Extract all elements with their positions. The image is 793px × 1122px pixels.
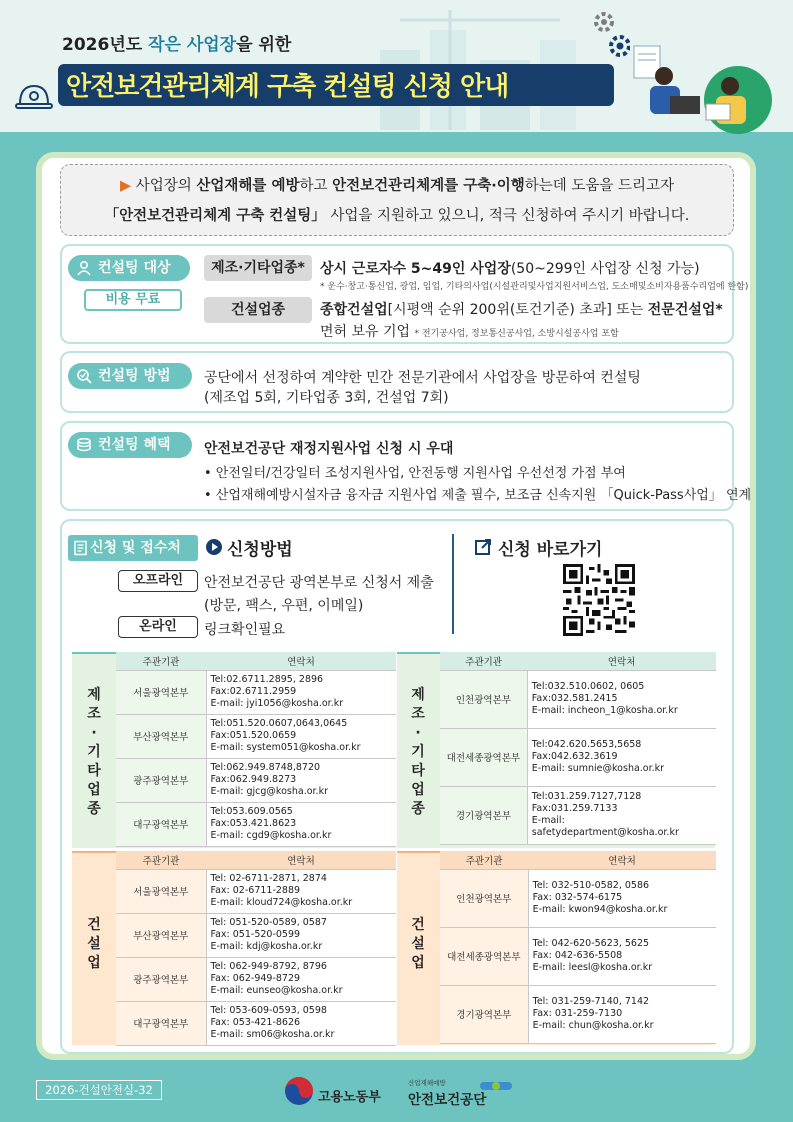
org-cell: 서울광역본부 — [116, 869, 206, 913]
table-row — [116, 714, 396, 758]
email-link[interactable]: E-mail: incheon_1@kosha.or.kr — [531, 705, 678, 716]
org-cell: 대전세종광역본부 — [440, 728, 527, 786]
email-link[interactable]: E-mail: system051@kosha.or.kr — [210, 742, 361, 753]
document-code: 2026-건설안전실-32 — [36, 1080, 162, 1100]
benefit-line-1: 안전보건공단 재정지원사업 신청 시 우대 — [204, 441, 454, 457]
email-link[interactable]: E-mail: safetydepartment@kosha.or.kr — [531, 815, 679, 838]
tel-text: Tel:031.259.7127,7128 — [531, 791, 642, 802]
subtitle-highlight: 작은 사업장 — [148, 35, 237, 55]
method-line-2: (제조업 5회, 기타업종 3회, 건설업 7회) — [204, 390, 449, 406]
mfg-target-note: * 운수·창고·통신업, 광업, 임업, 기타의사업(시설관리및사업지원서비스업, 도소매및소비자용품수리업에 한함) — [320, 282, 749, 292]
column-header: 주관기관 — [116, 652, 206, 670]
fax-text: Fax:053.421.8623 — [210, 818, 297, 829]
org-cell: 광주광역본부 — [116, 758, 206, 802]
side-label-char: · — [415, 725, 421, 741]
tel-text: Tel:051.520.0607,0643,0645 — [210, 718, 348, 729]
table-row — [440, 869, 716, 927]
side-label-char: 업 — [87, 782, 101, 798]
moel-emblem-icon — [284, 1076, 314, 1106]
intro-line-2 — [61, 201, 733, 231]
mfg-target-range: (50~299인 사업장 신청 가능) — [510, 261, 700, 277]
contact-cell — [206, 869, 396, 913]
subtitle-suffix: 을 위한 — [236, 35, 292, 55]
main-title-end: 신청 안내 — [403, 72, 509, 102]
qr-code[interactable] — [563, 564, 635, 636]
email-link[interactable]: E-mail: chun@kosha.or.kr — [532, 1020, 654, 1031]
kosha-cross-logo-icon — [478, 1068, 514, 1104]
org-cell: 서울광역본부 — [116, 670, 206, 714]
person-icon — [76, 260, 92, 276]
kosha-logo-subtext: 산업재해예방 — [408, 1079, 446, 1087]
tel-text: Tel:053.609.0565 — [210, 806, 293, 817]
column-header: 주관기관 — [116, 851, 206, 869]
tel-text: Tel: 042-620-5623, 5625 — [532, 938, 650, 949]
con-target-bold: 전문건설업* — [647, 302, 723, 318]
method-line-1: 공단에서 선정하여 계약한 민간 전문기관에서 사업장을 방문하여 컨설팅 — [204, 370, 641, 386]
table-row — [116, 758, 396, 802]
apply-label-text: 신청 및 접수처 — [90, 540, 181, 556]
con-tag: 건설업종 — [204, 297, 312, 323]
table-row — [440, 985, 716, 1043]
table-header-row — [116, 851, 396, 869]
mfg-tag: 제조·기타업종* — [204, 255, 312, 281]
benefit-bullet-2: • 산업재해예방시설자금 융자금 지원사업 제출 필수, 보조금 신속지원 「Quick-Pass사업」 연계 — [204, 488, 752, 503]
fax-text: Fax: 051-520-0599 — [210, 929, 301, 940]
mfg-side-label-left — [73, 686, 115, 819]
tel-text: Tel: 032-510-0582, 0586 — [532, 880, 650, 891]
intro-text: 하고 — [299, 178, 333, 194]
side-label-char: 종 — [411, 801, 425, 817]
contact-cell — [206, 1001, 396, 1045]
table-header-row — [440, 652, 716, 670]
contact-cell — [528, 927, 716, 985]
fax-text: Fax: 031-259-7130 — [532, 1008, 623, 1019]
gear-icon — [590, 10, 630, 60]
con-target-note: * 전기공사업, 정보통신공사업, 소방시설공사업 포함 — [414, 329, 619, 339]
contact-cell — [527, 728, 716, 786]
email-link[interactable]: E-mail: kwon94@kosha.or.kr — [532, 904, 668, 915]
side-label-char: 설 — [411, 936, 425, 952]
main-title-text: 안전보건관리체계 구축 컨설팅 — [66, 72, 404, 102]
fax-text: Fax:02.6711.2959 — [210, 686, 297, 697]
side-label-char: 건 — [87, 917, 101, 933]
email-link[interactable]: E-mail: sumnie@kosha.or.kr — [531, 763, 665, 774]
fax-text: Fax:042.632.3619 — [531, 751, 618, 762]
tel-text: Tel:042.620.5653,5658 — [531, 739, 642, 750]
divider-line — [452, 534, 454, 634]
fax-text: Fax: 02-6711-2889 — [210, 885, 301, 896]
table-row — [116, 869, 396, 913]
table-header-row — [116, 652, 396, 670]
contact-cell — [206, 802, 396, 846]
email-link[interactable]: E-mail: eunseo@kosha.or.kr — [210, 985, 343, 996]
benefit-label-text: 컨설팅 혜택 — [98, 437, 171, 453]
intro-text: 사업을 지원하고 있으니, 적극 신청하여 주시기 바랍니다. — [325, 208, 690, 224]
mfg-side-label-right — [397, 686, 439, 819]
column-header: 연락처 — [206, 851, 396, 869]
mfg-contact-table-right — [440, 652, 716, 845]
offline-text-2: (방문, 팩스, 우편, 이메일) — [204, 598, 364, 614]
fax-text: Fax: 032-574-6175 — [532, 892, 623, 903]
table-row — [116, 957, 396, 1001]
tel-text: Tel:02.6711.2895, 2896 — [210, 674, 324, 685]
org-cell: 대전세종광역본부 — [440, 927, 528, 985]
column-header: 주관기관 — [440, 851, 528, 869]
magnifier-check-icon — [76, 368, 92, 384]
tel-text: Tel:032.510.0602, 0605 — [531, 681, 645, 692]
org-cell: 인천광역본부 — [440, 670, 527, 728]
kosha-logo-text: 안전보건공단 — [408, 1092, 487, 1108]
consulting-people-illustration — [626, 38, 776, 138]
con-side-label-right — [397, 916, 439, 973]
fax-text: Fax: 042-636-5508 — [532, 950, 623, 961]
side-label-char: 타 — [87, 763, 101, 779]
helmet-icon — [14, 82, 54, 112]
side-label-char: 조 — [411, 706, 425, 722]
fax-text: Fax:062.949.8273 — [210, 774, 297, 785]
email-link[interactable]: E-mail: gjcg@kosha.or.kr — [210, 786, 328, 797]
side-label-char: 기 — [87, 744, 101, 760]
org-cell: 대구광역본부 — [116, 1001, 206, 1045]
table-header-row — [440, 851, 716, 869]
email-link[interactable]: E-mail: kloud724@kosha.or.kr — [210, 897, 353, 908]
org-cell: 경기광역본부 — [440, 786, 527, 844]
org-cell: 부산광역본부 — [116, 913, 206, 957]
con-target-line2 — [320, 321, 619, 341]
benefit-bullet-1: • 안전일터/건강일터 조성지원사업, 안전동행 지원사업 우선선정 가점 부여 — [204, 466, 626, 481]
side-label-char: 제 — [87, 687, 101, 703]
table-row — [440, 786, 716, 844]
org-cell: 인천광역본부 — [440, 869, 528, 927]
subtitle-prefix: 2026년도 — [62, 35, 149, 55]
online-tag: 온라인 — [118, 616, 198, 638]
main-title — [66, 66, 508, 103]
column-header: 연락처 — [527, 652, 716, 670]
contact-cell — [206, 913, 396, 957]
benefit-label — [68, 432, 192, 458]
apply-shortcut-title[interactable]: 신청 바로가기 — [498, 540, 603, 560]
apply-label — [68, 535, 198, 561]
header-subtitle — [62, 30, 291, 55]
email-link[interactable]: E-mail: sm06@kosha.or.kr — [210, 1029, 335, 1040]
org-cell: 경기광역본부 — [440, 985, 528, 1043]
intro-text: 사업장의 — [135, 178, 197, 194]
tel-text: Tel: 02-6711-2871, 2874 — [210, 873, 327, 884]
tel-text: Tel: 053-609-0593, 0598 — [210, 1005, 327, 1016]
email-link[interactable]: E-mail: leesl@kosha.or.kr — [532, 962, 653, 973]
column-header: 연락처 — [206, 652, 396, 670]
intro-box — [60, 164, 734, 236]
side-label-char: 기 — [411, 744, 425, 760]
table-row — [116, 670, 396, 714]
fax-text: Fax:032.581.2415 — [531, 693, 618, 704]
offline-tag: 오프라인 — [118, 570, 198, 592]
method-label — [68, 363, 192, 389]
table-row — [116, 802, 396, 846]
apply-method-title: 신청방법 — [227, 540, 293, 560]
target-label-text: 컨설팅 대상 — [98, 260, 171, 276]
contact-cell — [527, 670, 716, 728]
fax-text: Fax:031.259.7133 — [531, 803, 618, 814]
contact-cell — [206, 758, 396, 802]
intro-bold: 산업재해를 예방 — [196, 178, 300, 194]
email-link[interactable]: E-mail: jyi1056@kosha.or.kr — [210, 698, 344, 709]
mfg-contact-table-left — [116, 652, 396, 847]
email-link[interactable]: E-mail: kdj@kosha.or.kr — [210, 941, 323, 952]
intro-bold: 안전보건관리체계를 구축·이행 — [332, 178, 525, 194]
contact-cell — [528, 985, 716, 1043]
table-row — [116, 913, 396, 957]
fax-text: Fax: 062-949-8729 — [210, 973, 301, 984]
column-header: 연락처 — [528, 851, 716, 869]
intro-line-1 — [61, 171, 733, 201]
org-cell: 대구광역본부 — [116, 802, 206, 846]
org-cell: 부산광역본부 — [116, 714, 206, 758]
mfg-target-bold: 상시 근로자수 5~49인 사업장 — [320, 261, 511, 277]
online-text[interactable]: 링크확인필요 — [204, 622, 286, 638]
side-label-char: 건 — [411, 917, 425, 933]
coins-icon — [76, 437, 92, 453]
fax-text: Fax: 053-421-8626 — [210, 1017, 301, 1028]
table-row — [440, 670, 716, 728]
play-icon: ▶ — [119, 178, 132, 194]
intro-text: 하는데 도움을 드리고자 — [524, 178, 675, 194]
free-cost-tag: 비용 무료 — [84, 289, 182, 311]
contact-cell — [206, 670, 396, 714]
table-row — [440, 728, 716, 786]
contact-cell — [206, 714, 396, 758]
offline-text: 안전보건공단 광역본부로 신청서 제출 — [204, 575, 434, 591]
con-side-label-left — [73, 916, 115, 973]
side-label-char: 업 — [411, 782, 425, 798]
tel-text: Tel: 031-259-7140, 7142 — [532, 996, 650, 1007]
side-label-char: 조 — [87, 706, 101, 722]
table-row — [116, 1001, 396, 1045]
moel-logo-text: 고용노동부 — [318, 1090, 381, 1105]
con-target-text-mid: [시평액 순위 200위(토건기준) 초과] 또는 — [387, 302, 648, 318]
tel-text: Tel:062.949.8748,8720 — [210, 762, 321, 773]
con-target-text — [320, 299, 723, 319]
method-label-text: 컨설팅 방법 — [98, 368, 171, 384]
external-link-icon — [474, 538, 492, 556]
fax-text: Fax:051.520.0659 — [210, 730, 297, 741]
con-target-bold: 종합건설업 — [320, 302, 388, 318]
side-label-char: 종 — [87, 801, 101, 817]
column-header: 주관기관 — [440, 652, 527, 670]
side-label-char: 설 — [87, 936, 101, 952]
con-contact-table-left — [116, 851, 396, 1046]
mfg-target-text — [320, 258, 700, 278]
intro-bold: 「안전보건관리체계 구축 컨설팅」 — [104, 208, 326, 224]
side-label-char: 업 — [411, 955, 425, 971]
target-label — [68, 255, 190, 281]
table-row — [440, 927, 716, 985]
side-label-char: · — [91, 725, 97, 741]
org-cell: 광주광역본부 — [116, 957, 206, 1001]
contact-cell — [527, 786, 716, 844]
side-label-char: 제 — [411, 687, 425, 703]
play-circle-icon — [205, 538, 223, 556]
tel-text: Tel: 051-520-0589, 0587 — [210, 917, 327, 928]
document-icon — [73, 540, 89, 556]
email-link[interactable]: E-mail: cgd9@kosha.or.kr — [210, 830, 332, 841]
tel-text: Tel: 062-949-8792, 8796 — [210, 961, 327, 972]
contact-cell — [206, 957, 396, 1001]
side-label-char: 업 — [87, 955, 101, 971]
contact-cell — [528, 869, 716, 927]
con-contact-table-right — [440, 851, 716, 1044]
con-target-license: 면허 보유 기업 — [320, 324, 411, 340]
side-label-char: 타 — [411, 763, 425, 779]
